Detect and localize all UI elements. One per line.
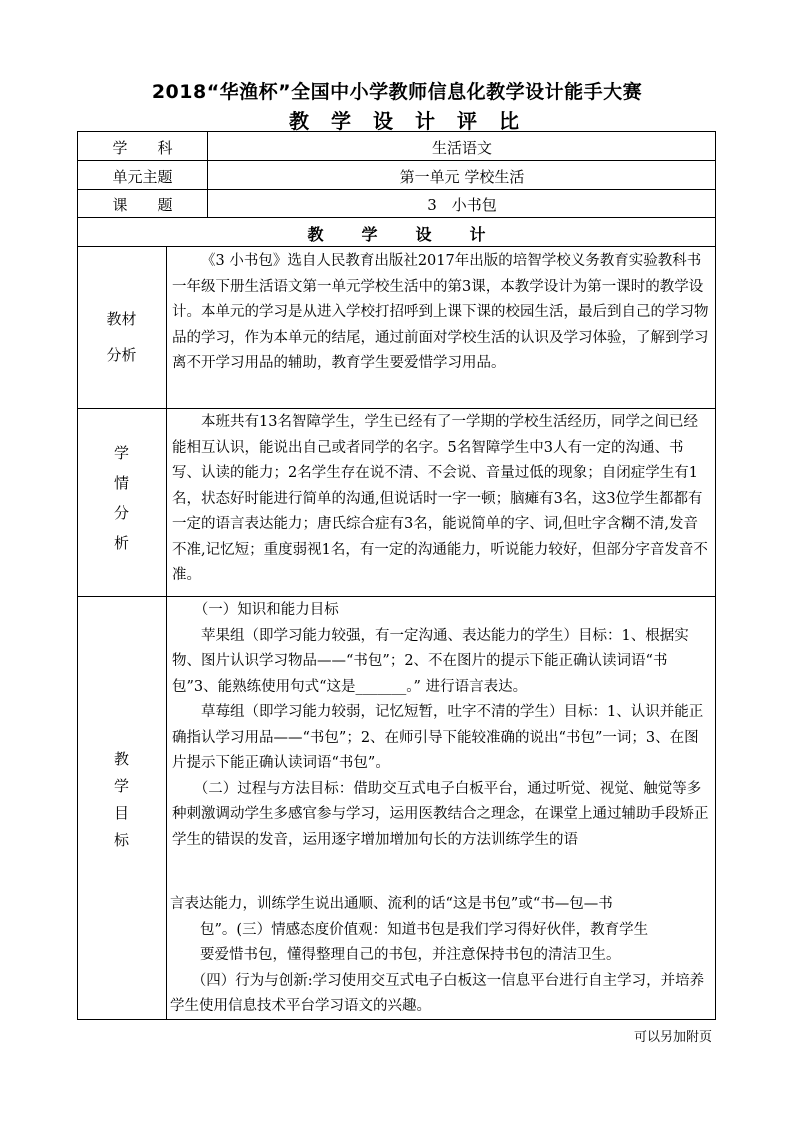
material-analysis-label: 教材 分析 (106, 310, 137, 364)
subject-value: 生活语文 (431, 139, 492, 157)
subject-label: 学 科 (112, 139, 173, 157)
design-heading: 教学设计 (307, 225, 524, 244)
footnote: 可以另加附页 (634, 1030, 713, 1045)
row-divider (77, 217, 716, 218)
student-analysis-label: 学 情 分 析 (113, 444, 129, 552)
lesson-label: 课 题 (112, 196, 173, 214)
row-divider (77, 246, 716, 247)
lesson-value: 3 小书包 (427, 196, 497, 214)
student-analysis-text: 本班共有13名智障学生，学生已经有了一学期的学校生活经历，同学之间已经能相互认识，能说出自己或者同学的名字。5名智障学生中3人有一定的沟通、书写、认读的能力；2名学生存在说不清、不会说、音量过低的现象；自闭症学生有1名，状态好时能进行简单的沟通,但说话时一字一顿；脑瘫有3名，这3位学生都都有一定的语言表达能力；唐氏综合症有3名，能说简单的字、词,但吐字含糊不清,发音不准,记忆短；重度弱视1名，有一定的沟通能力，听说能力较好，但部分字音发音不准。 (172, 414, 708, 583)
contest-title: 2018“华渔杯”全国中小学教师信息化教学设计能手大赛 (151, 81, 643, 103)
form-subtitle: 教学设计评比 (289, 109, 541, 133)
unit-theme-label: 单元主题 (112, 168, 173, 186)
material-analysis-text: 《3 小书包》选自人民教育出版社2017年出版的培智学校义务教育实验教科书一年级下册生活语文第一单元学校生活中的第3课，本教学设计为第一课时的教学设计。本单元的学习是从进入学校打招呼到上课下课的校园生活，最后到自己的学习物品的学习，作为本单元的结尾，通过前面对学校生活的认识及学习体验，了解到学习离不开学习用品的辅助，教育学生要爱惜学习用品。 (172, 253, 709, 371)
unit-theme-value: 第一单元 学校生活 (399, 168, 525, 186)
column-divider (166, 246, 167, 1020)
row-divider (77, 408, 716, 409)
row-divider (77, 596, 716, 597)
row-divider (77, 189, 716, 190)
teaching-goals-text-cont: 言表达能力，训练学生说出通顺、流利的话“这是书包”或“书—包—书 包”。(三）情感态度价值观：知道书包是我们学习得好伙伴，教育学生 要爱惜书包，懂得整理自己的书包，并注意保持书包的清洁卫生。 （四）行为与创新:学习使用交互式电子白板这一信息平台进行自主学习，并培养学生使用信息技术平台学习语文的兴趣。 (170, 896, 705, 1014)
row-divider (77, 160, 716, 161)
teaching-goals-label: 教 学 目 标 (113, 750, 129, 849)
teaching-goals-text: （一）知识和能力目标 苹果组（即学习能力较强，有一定沟通、表达能力的学生）目标：1、根据实物、图片认识学习物品——“书包”；2、不在图片的提示下能正确认读词语“书包”3、能熟练使用句式“这是_______。” 进行语言表达。 草莓组（即学习能力较弱，记忆短暂，吐字不清的学生）目标：1、认识并能正确指认学习用品——“书包”；2、在师引导下能较准确的说出“书包”一词；3、在图片提示下能正确认读词语“书包”。 （二）过程与方法目标：借助交互式电子白板平台，通过听觉、视觉、触觉等多种刺激调动学生多感官参与学习，运用医教结合之理念，在课堂上通过辅助手段矫正学生的错误的发音，运用逐字增加增加句长的方法训练学生的语 (172, 602, 709, 848)
